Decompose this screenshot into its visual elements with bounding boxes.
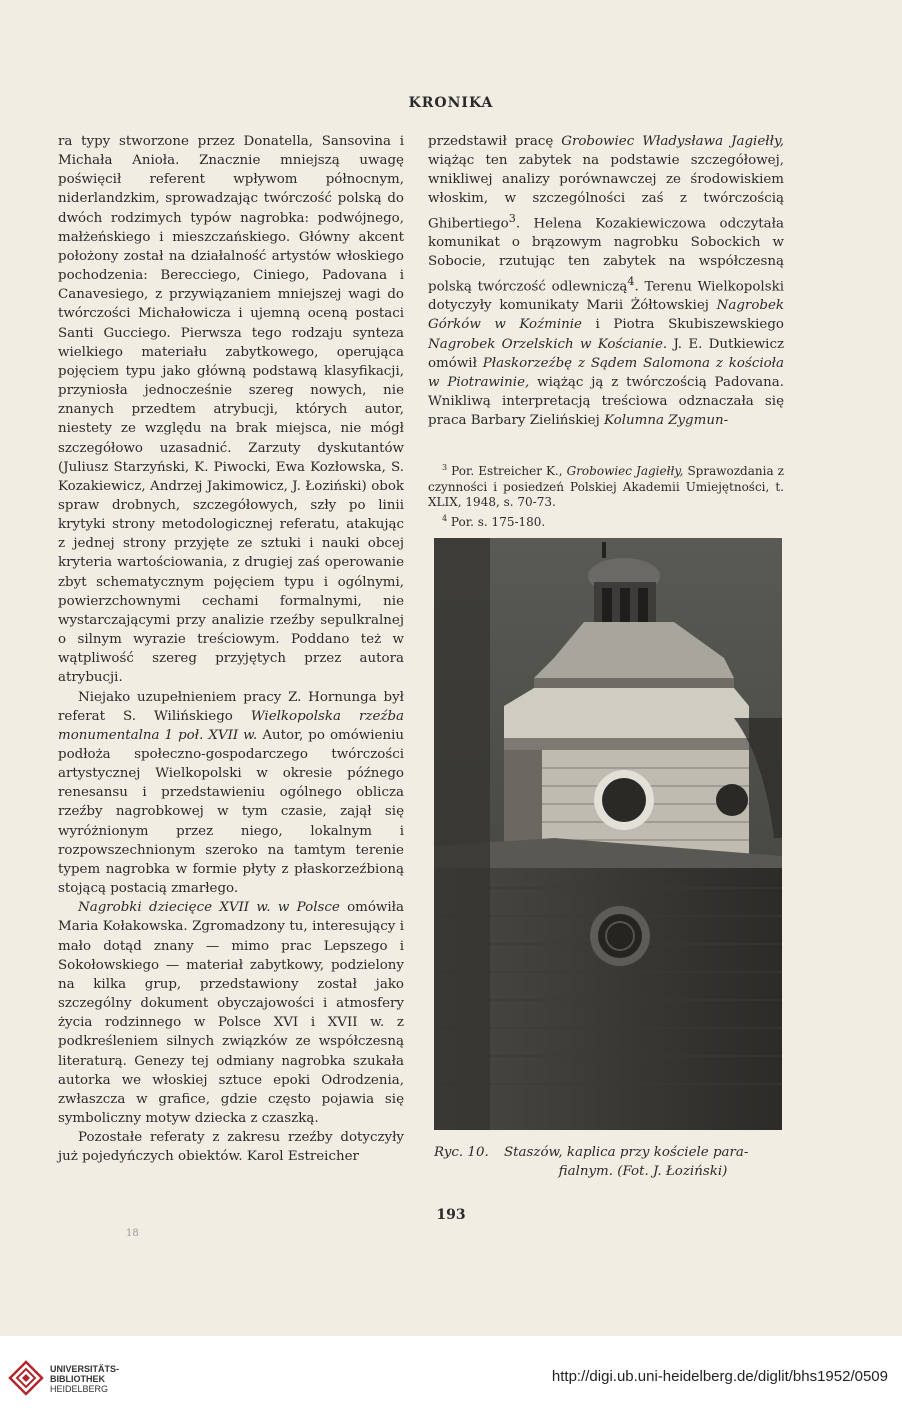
text-run: Sprawozdania z czynności i posiedzeń Polskiej Akademii Umiejętności, t. XLIX, 1948, s. 70-73.: [428, 464, 784, 509]
footnotes: [428, 460, 784, 530]
footnote-mark: 3: [442, 463, 448, 472]
text-run: wiążąc ten zabytek na podstawie szczegółowej, wnikliwej analizy porównawczej ze środowiskiem włoskim, w szczególności zaś z twórczością Ghibertiego: [428, 153, 784, 232]
text-run: i Piotra Skubiszewskiego: [581, 317, 784, 333]
logo-line: BIBLIOTHEK: [50, 1374, 105, 1384]
text-run: . Terenu Wielkopolski dotyczyły komunikaty Marii Żółtowskiej: [428, 279, 784, 314]
chapel-photo-image: [434, 538, 782, 1130]
paragraph: ra typy stworzone przez Donatella, Sansovina i Michała Anioła. Znacznie mniejszą uwagę poświęcił referent wpływom północnym, niderlandzkim, sprowadzając twórczość polską do dwóch rodzimych typów nagrobka: podwójnego, małżeńskiego i mieszczańskiego. Główny akcent położony został na działalność artystów włoskiego pochodzenia: Berecciego, Ciniego, Padovana i Canavesiego, z przywiązaniem mniejszej wagi do twórczości Michałowicza i ujemną oceną postaci Santi Gucciego. Pierwsza tego rodzaju synteza wielkiego materiału zabytkowego, operująca pojęciem typu jako główną podstawą klasyfikacji, przyniosła jednocześnie szereg nowych, nie znanych przedtem atrybucji, których autor, niestety ze względu na brak miejsca, nie mógł szczegółowo uzasadnić. Zarzuty dyskutantów (Juliusz Starzyński, K. Piwocki, Ewa Kozłowska, S. Kozakiewicz, Andrzej Jakimowicz, J. Łoziński) obok spraw drobnych, szczegółowych, szły po linii krytyki strony metodologicznej referatu, atakując z jednej strony przyjęte ze sztuki i nauki obcej kryteria wartościowania, z drugiej zaś operowanie zbyt schematycznym pojęciem typu i ogólnymi, powierzchownymi cechami formalnymi, nie wystarczającymi przy analizie rzeźby sepulkralnej o silnym wyrazie treściowym. Poddano też w wątpliwość szereg przyjętych przez autora atrybucji.: [58, 134, 404, 686]
logo-line: HEIDELBERG: [50, 1384, 109, 1394]
library-name: [50, 1364, 119, 1394]
digitization-footer: [0, 1336, 902, 1418]
caption-line-2: fialnym. (Fot. J. Łoziński): [558, 1164, 728, 1179]
title-italic: Płaskorzeźbę z Sądem Salomona z kościoła w Piotrawinie,: [428, 355, 784, 390]
text-run: J. E. Dutkiewicz omówił: [428, 336, 785, 371]
text-run: Por. Estreicher K.,: [447, 464, 567, 478]
text-run: Autor, po omówieniu podłoża społeczno-gospodarczego twórczości artystycznej Wielkopolski w okresie późnego renesansu i przedstawieniu ogólnego oblicza rzeźby nagrobkowej w tym czasie, zajął się wyróżnionym przez niego, lokalnym i rozpowszechnionym szeroko na tamtym terenie typem nagrobka w formie płyty z płaskorzeźbioną stojącą postacią zmarłego.: [58, 727, 404, 897]
title-italic: Nagrobek Górków w Koźminie: [428, 298, 784, 333]
running-header: KRONIKA: [408, 95, 494, 111]
library-logo-icon: [8, 1358, 44, 1398]
footnote-ref: 4: [627, 274, 635, 288]
title-italic: Grobowiec Jagiełły,: [566, 464, 684, 478]
title-italic: Wielkopolska rzeźba monumentalna 1 poł. XVII w.: [58, 708, 405, 743]
figure-label: Ryc. 10.: [434, 1145, 489, 1160]
text-run: omówiła Maria Kołakowska. Zgromadzony tu, interesujący i mało dotąd znany — mimo prac Lepszego i Sokołowskiego — materiał zabytkowy, podzielony na kilka grup, przedstawiony został jako szczególny dokument obyczajowości i atmosfery życia rodzinnego w Polsce XVI i XVII w. z podkreśleniem silnych związków ze współczesną literaturą. Genezy tej odmiany nagrobka szukała autorka we włoskiej sztuce epoki Odrodzenia, zwłaszcza w grafice, gdzie często pojawia się symboliczny motyw dziecka z czaszką.: [58, 900, 404, 1126]
paragraph: [428, 132, 784, 430]
title-italic: Kolumna Zygmun-: [604, 413, 729, 429]
text-run: Niejako uzupełnieniem pracy Z. Hornunga był referat S. Wilińskiego: [58, 689, 404, 724]
text-run: przedstawił pracę: [428, 134, 562, 149]
paragraph: [58, 688, 404, 899]
stray-mark: 18: [126, 1228, 139, 1239]
footnote-ref: 3: [508, 211, 516, 225]
title-italic: Nagrobki dziecięce XVII w. w Polsce: [78, 900, 340, 916]
figure-caption: [434, 1143, 782, 1181]
right-column: [428, 132, 784, 430]
text-run: wiążąc ją z twórczością Padovana. Wnikliwą interpretacją treściowa odznaczała się praca Barbary Zielińskiej: [428, 374, 784, 429]
title-italic: Nagrobek Orzelskich w Kościanie.: [428, 336, 668, 352]
page-number: 193: [436, 1207, 466, 1223]
title-italic: Grobowiec Władysława Jagiełły,: [561, 134, 784, 149]
paragraph: [58, 898, 404, 1128]
logo-line: UNIVERSITÄTS-: [50, 1364, 120, 1374]
footnote-4: [428, 511, 784, 531]
footnote-mark: 4: [442, 513, 448, 523]
text-run: . Helena Kozakiewiczowa odczytała komunikat o brązowym nagrobku Sobockich w Sobocie, rzutując ten zabytek na współczesną polską twórczość odlewniczą: [428, 216, 784, 295]
left-column: [58, 132, 404, 1166]
chapel-photo: [434, 538, 782, 1130]
source-url-link[interactable]: http://digi.ub.uni-heidelberg.de/diglit/bhs1952/0509: [551, 1368, 888, 1385]
footnote-3: [428, 460, 784, 511]
paragraph: Pozostałe referaty z zakresu rzeźby dotyczyły już pojedyńczych obiektów. Karol Estreicher: [58, 1130, 404, 1165]
text-run: Por. s. 175-180.: [447, 514, 546, 529]
caption-line-1: Staszów, kaplica przy kościele para-: [504, 1145, 749, 1160]
